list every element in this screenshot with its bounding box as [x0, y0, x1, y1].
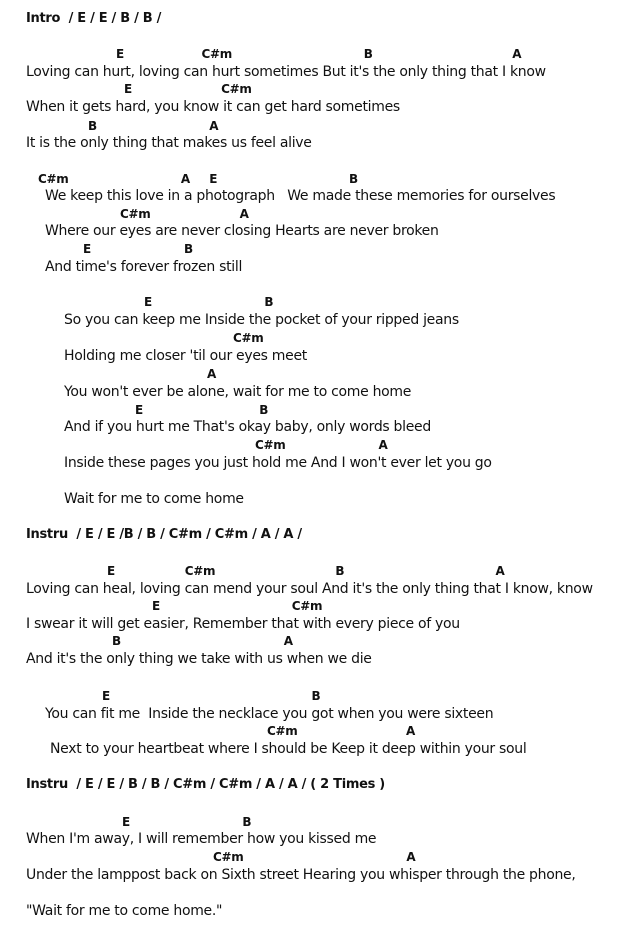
- instru-header: Instru / E / E / B / B / C#m / C#m / A / A / ( 2 Times ): [26, 777, 385, 792]
- chord-line: E B: [83, 242, 193, 256]
- chord-line: E C#m B A: [116, 47, 522, 61]
- lyric-line: Wait for me to come home: [64, 491, 244, 507]
- lyric-line: "Wait for me to come home.": [26, 903, 223, 919]
- chord-line: E B: [144, 295, 274, 309]
- lyric-line: It is the only thing that makes us feel alive: [26, 135, 312, 151]
- lyric-line: Loving can hurt, loving can hurt sometimes But it's the only thing that I know: [26, 64, 546, 80]
- chord-line: B A: [112, 634, 293, 648]
- chord-line: A: [207, 367, 216, 381]
- chord-line: C#m A: [120, 207, 249, 221]
- chord-line: C#m A E B: [38, 172, 358, 186]
- chord-line: E B: [102, 689, 321, 703]
- intro-header: Intro / E / E / B / B /: [26, 11, 162, 26]
- chord-line: C#m: [233, 331, 264, 345]
- lyric-line: So you can keep me Inside the pocket of your ripped jeans: [64, 312, 459, 328]
- lyric-line: And time's forever frozen still: [45, 259, 243, 275]
- chord-line: E B: [122, 815, 252, 829]
- lyric-line: When I'm away, I will remember how you kissed me: [26, 831, 377, 847]
- lyric-line: Holding me closer 'til our eyes meet: [64, 348, 307, 364]
- chord-line: E B: [135, 403, 269, 417]
- lyric-line: I swear it will get easier, Remember that with every piece of you: [26, 616, 460, 632]
- lyric-line: Under the lamppost back on Sixth street Hearing you whisper through the phone,: [26, 867, 576, 883]
- chord-line: E C#m: [152, 599, 323, 613]
- lyric-line: And if you hurt me That's okay baby, only words bleed: [64, 419, 431, 435]
- lyric-line: You can fit me Inside the necklace you got when you were sixteen: [45, 706, 494, 722]
- lyric-line: Loving can heal, loving can mend your soul And it's the only thing that I know, know: [26, 581, 593, 597]
- lyric-line: You won't ever be alone, wait for me to come home: [64, 384, 412, 400]
- lyric-line: Inside these pages you just hold me And I won't ever let you go: [64, 455, 492, 471]
- chord-line: E C#m B A: [107, 564, 505, 578]
- chord-line: E C#m: [124, 82, 252, 96]
- chord-line: B A: [88, 119, 219, 133]
- lyric-line: And it's the only thing we take with us when we die: [26, 651, 372, 667]
- instru-header: Instru / E / E /B / B / C#m / C#m / A / A /: [26, 527, 302, 542]
- lyric-line: Next to your heartbeat where I should be Keep it deep within your soul: [50, 741, 527, 757]
- lyric-line: Where our eyes are never closing Hearts are never broken: [45, 223, 439, 239]
- chord-line: C#m A: [255, 438, 388, 452]
- lyric-line: We keep this love in a photograph We made these memories for ourselves: [45, 188, 556, 204]
- lyric-line: When it gets hard, you know it can get hard sometimes: [26, 99, 400, 115]
- chord-line: C#m A: [213, 850, 416, 864]
- chord-line: C#m A: [267, 724, 416, 738]
